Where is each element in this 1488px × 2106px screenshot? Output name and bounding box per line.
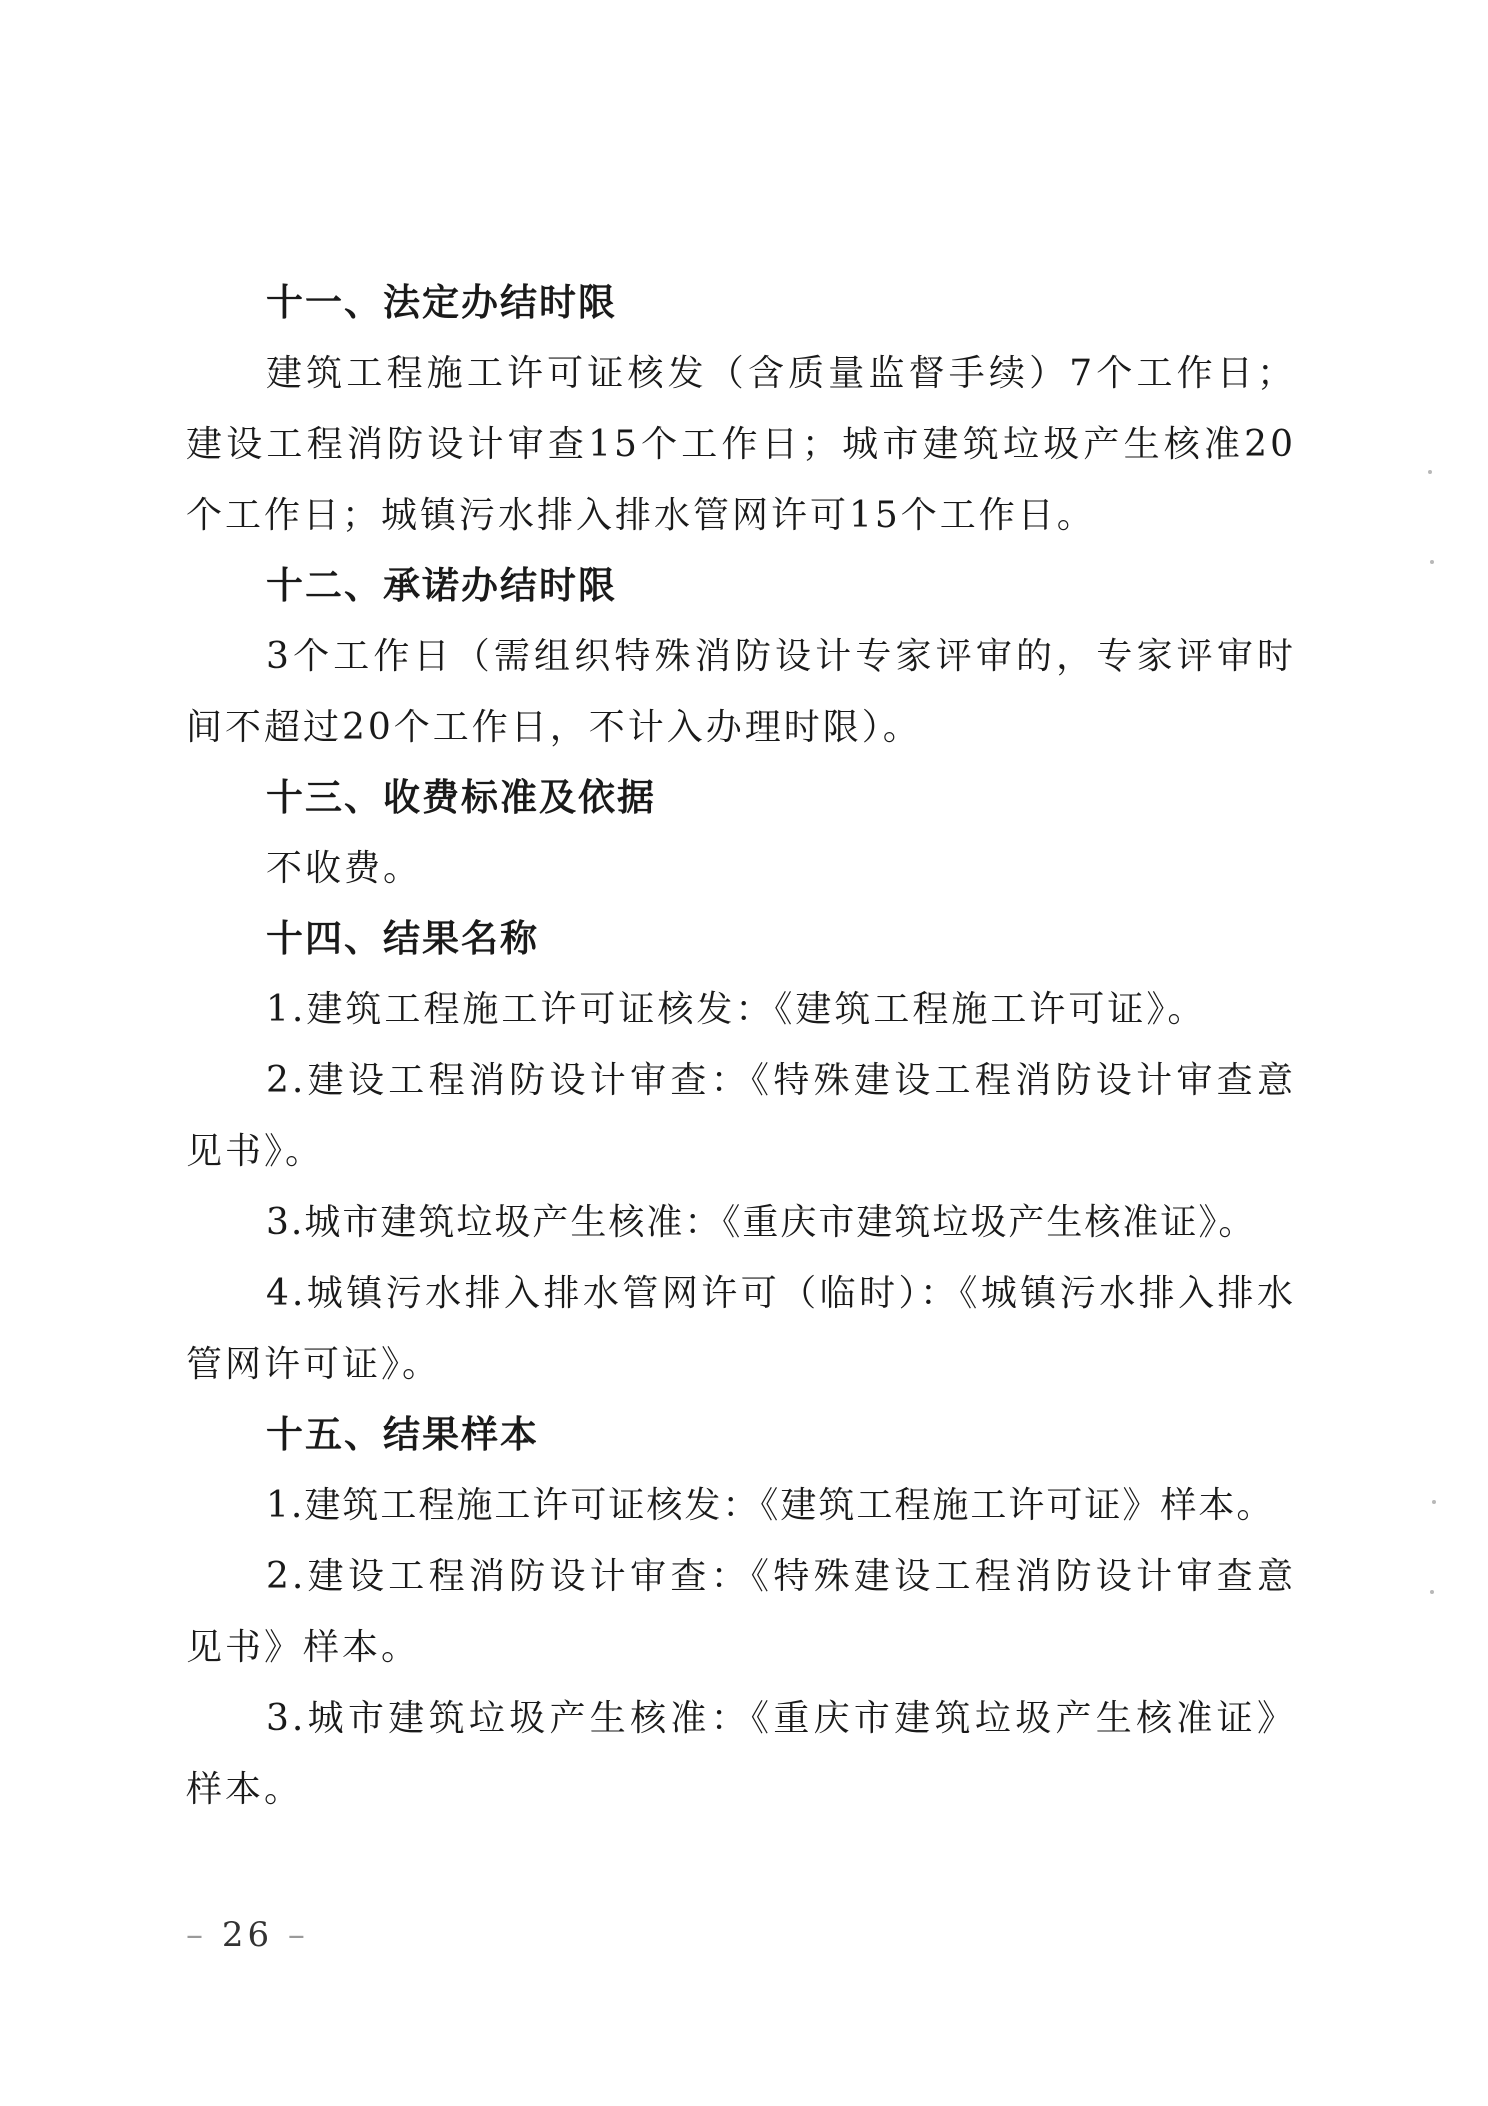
list-item: 2.建设工程消防设计审查：《特殊建设工程消防设计审查意见书》样本。	[186, 1556, 1296, 1668]
page-number-dash-right: –	[287, 1915, 309, 1955]
section-heading: 十四、结果名称	[266, 917, 539, 960]
section-promised-time-limit	[186, 551, 1296, 763]
section-paragraph: 建筑工程施工许可证核发（含质量监督手续）7个工作日；建设工程消防设计审查15个工作日；城市建筑垃圾产生核准20个工作日；城镇污水排入排水管网许可15个工作日。	[186, 353, 1296, 536]
section-heading: 十一、法定办结时限	[266, 281, 617, 324]
section-heading: 十二、承诺办结时限	[266, 564, 617, 607]
section-fee-standard	[186, 763, 1296, 904]
list-item: 1.建筑工程施工许可证核发：《建筑工程施工许可证》样本。	[266, 1485, 1275, 1526]
list-item: 4.城镇污水排入排水管网许可（临时）：《城镇污水排入排水管网许可证》。	[186, 1273, 1296, 1385]
section-heading: 十五、结果样本	[266, 1413, 539, 1456]
page-number	[186, 1915, 309, 1955]
section-result-names	[186, 904, 1296, 1400]
scan-speck	[1430, 1590, 1434, 1594]
page-number-value: 26	[221, 1915, 274, 1955]
page-number-dash-left: –	[186, 1915, 207, 1955]
section-heading: 十三、收费标准及依据	[266, 776, 656, 819]
list-item: 2.建设工程消防设计审查：《特殊建设工程消防设计审查意见书》。	[186, 1060, 1296, 1172]
list-item: 3.城市建筑垃圾产生核准：《重庆市建筑垃圾产生核准证》样本。	[186, 1698, 1296, 1810]
section-legal-time-limit	[186, 268, 1296, 551]
scan-speck	[1428, 470, 1432, 474]
list-item: 3.城市建筑垃圾产生核准：《重庆市建筑垃圾产生核准证》。	[266, 1202, 1257, 1243]
section-paragraph: 不收费。	[266, 848, 423, 889]
scan-speck	[1430, 560, 1434, 564]
scan-speck	[1432, 1500, 1436, 1504]
section-result-samples	[186, 1400, 1296, 1825]
document-body	[186, 268, 1296, 1825]
list-item: 1.建筑工程施工许可证核发：《建筑工程施工许可证》。	[266, 989, 1207, 1030]
section-paragraph: 3个工作日（需组织特殊消防设计专家评审的，专家评审时间不超过20个工作日，不计入办理时限）。	[186, 636, 1296, 748]
